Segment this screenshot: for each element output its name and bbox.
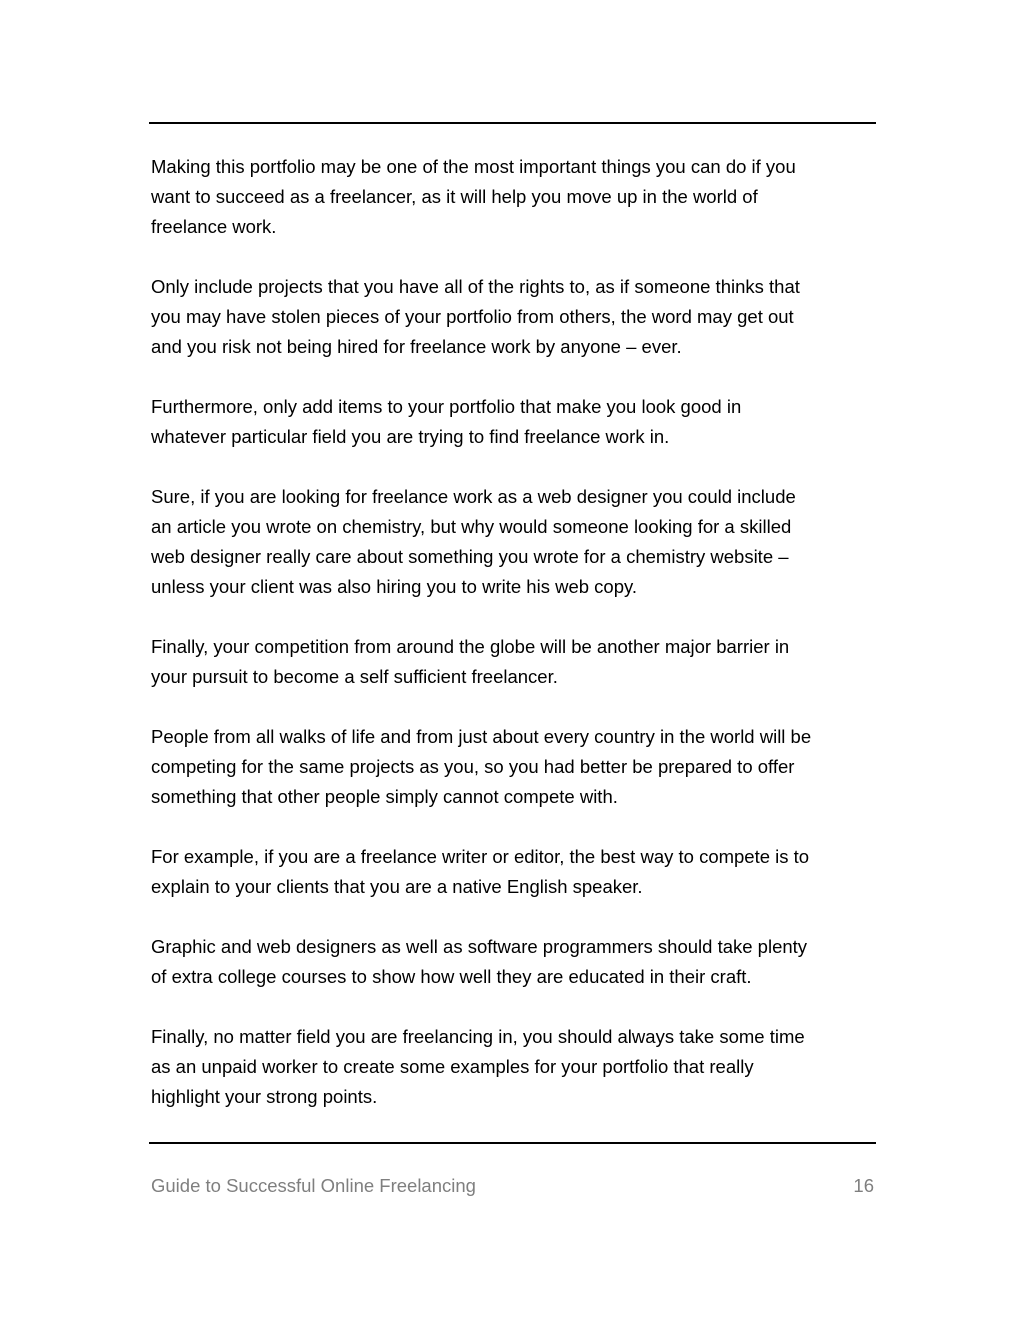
paragraph: People from all walks of life and from just about every country in the world will be competing for the same projects as you, so you had better be prepared to offer something that other people simply cannot compete with.	[151, 726, 812, 807]
paragraph: Finally, no matter field you are freelancing in, you should always take some time as an unpaid worker to create some examples for your portfolio that really highlight your strong points.	[151, 1026, 805, 1107]
footer-rule	[149, 1142, 876, 1144]
paragraph: Finally, your competition from around the globe will be another major barrier in your pursuit to become a self sufficient freelancer.	[151, 636, 790, 687]
paragraph: Making this portfolio may be one of the most important things you can do if you want to succeed as a freelancer, as it will help you move up in the world of freelance work.	[151, 156, 796, 237]
paragraph: For example, if you are a freelance writer or editor, the best way to compete is to explain to your clients that you are a native English speaker.	[151, 846, 810, 897]
page-number: 16	[853, 1175, 874, 1196]
header-rule	[149, 122, 876, 124]
paragraph: Only include projects that you have all of the rights to, as if someone thinks that you may have stolen pieces of your portfolio from others, the word may get out and you risk not being hired for freelance work by anyone – ever.	[151, 276, 800, 357]
footer-title: Guide to Successful Online Freelancing	[151, 1175, 476, 1196]
paragraph: Sure, if you are looking for freelance work as a web designer you could include an article you wrote on chemistry, but why would someone looking for a skilled web designer really care about something you wrote for a chemistry website – unless your client was also hiring you to write his web copy.	[151, 486, 796, 597]
page-footer	[151, 1174, 874, 1198]
body-text	[151, 152, 876, 1142]
paragraph: Furthermore, only add items to your portfolio that make you look good in whatever particular field you are trying to find freelance work in.	[151, 396, 742, 447]
paragraph: Graphic and web designers as well as software programmers should take plenty of extra college courses to show how well they are educated in their craft.	[151, 936, 808, 987]
